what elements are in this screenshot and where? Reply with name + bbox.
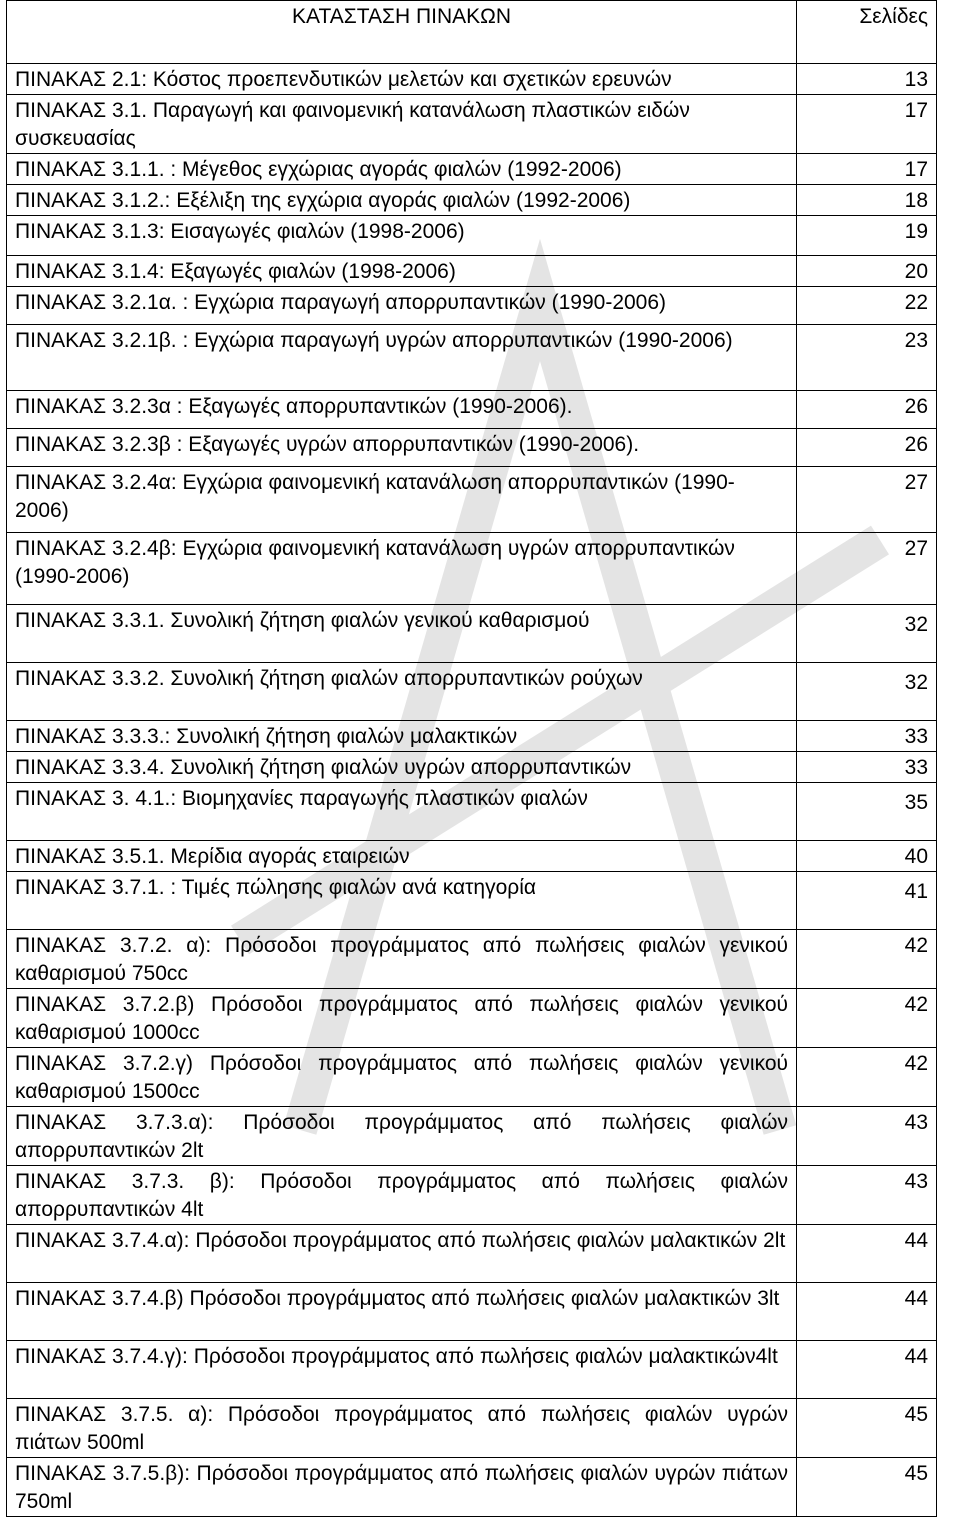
- table-row: [7, 1458, 937, 1517]
- row-label: ΠΙΝΑΚΑΣ 3.7.5.β): Πρόσοδοι προγράμματος από πωλήσεις φιαλών υγρών πιάτων 750ml: [7, 1458, 797, 1517]
- table-row: [7, 841, 937, 872]
- row-label: ΠΙΝΑΚΑΣ 3.2.1β. : Εγχώρια παραγωγή υγρών απορρυπαντικών (1990-2006): [7, 325, 797, 391]
- row-page: 40: [797, 841, 937, 872]
- row-label: ΠΙΝΑΚΑΣ 3.3.2. Συνολική ζήτηση φιαλών απορρυπαντικών ρούχων: [7, 663, 797, 721]
- table-of-tables: [6, 0, 937, 1517]
- row-page: 45: [797, 1399, 937, 1458]
- row-page: 26: [797, 391, 937, 429]
- row-label: ΠΙΝΑΚΑΣ 3.7.2. α): Πρόσοδοι προγράμματος από πωλήσεις φιαλών γενικού καθαρισμού 750cc: [7, 930, 797, 989]
- row-page: 41: [797, 872, 937, 930]
- row-label: ΠΙΝΑΚΑΣ 3.7.2.γ) Πρόσοδοι προγράμματος από πωλήσεις φιαλών γενικού καθαρισμού 1500cc: [7, 1048, 797, 1107]
- row-page: 33: [797, 721, 937, 752]
- table-row: [7, 605, 937, 663]
- row-page: 44: [797, 1341, 937, 1399]
- table-row: [7, 467, 937, 533]
- table-row: [7, 1048, 937, 1107]
- row-page: 42: [797, 989, 937, 1048]
- row-page: 17: [797, 95, 937, 154]
- row-page: 32: [797, 605, 937, 663]
- row-label: ΠΙΝΑΚΑΣ 3.3.3.: Συνολική ζήτηση φιαλών μαλακτικών: [7, 721, 797, 752]
- row-page: 22: [797, 287, 937, 325]
- row-label: ΠΙΝΑΚΑΣ 3.1. Παραγωγή και φαινομενική κατανάλωση πλαστικών ειδών συσκευασίας: [7, 95, 797, 154]
- table-row: [7, 64, 937, 95]
- table-row: [7, 1283, 937, 1341]
- table-row: [7, 256, 937, 287]
- table-row: [7, 216, 937, 256]
- row-label: ΠΙΝΑΚΑΣ 3.5.1. Μερίδια αγοράς εταιρειών: [7, 841, 797, 872]
- row-label: ΠΙΝΑΚΑΣ 3.7.3. β): Πρόσοδοι προγράμματος από πωλήσεις φιαλών απορρυπαντικών 4lt: [7, 1166, 797, 1225]
- row-page: 32: [797, 663, 937, 721]
- row-label: ΠΙΝΑΚΑΣ 3.7.4.α): Πρόσοδοι προγράμματος από πωλήσεις φιαλών μαλακτικών 2lt: [7, 1225, 797, 1283]
- table-row: [7, 783, 937, 841]
- row-page: 42: [797, 930, 937, 989]
- row-page: 23: [797, 325, 937, 391]
- row-label: ΠΙΝΑΚΑΣ 3.1.2.: Εξέλιξη της εγχώρια αγοράς φιαλών (1992-2006): [7, 185, 797, 216]
- row-page: 44: [797, 1283, 937, 1341]
- table-row: [7, 1107, 937, 1166]
- row-page: 43: [797, 1107, 937, 1166]
- row-page: 43: [797, 1166, 937, 1225]
- row-page: 13: [797, 64, 937, 95]
- row-page: 17: [797, 154, 937, 185]
- table-row: [7, 185, 937, 216]
- row-label: ΠΙΝΑΚΑΣ 3.7.2.β) Πρόσοδοι προγράμματος από πωλήσεις φιαλών γενικού καθαρισμού 1000cc: [7, 989, 797, 1048]
- table-row: [7, 533, 937, 605]
- row-label: ΠΙΝΑΚΑΣ 3.7.1. : Τιμές πώλησης φιαλών ανά κατηγορία: [7, 872, 797, 930]
- row-label: ΠΙΝΑΚΑΣ 3.7.4.β) Πρόσοδοι προγράμματος από πωλήσεις φιαλών μαλακτικών 3lt: [7, 1283, 797, 1341]
- table-row: [7, 287, 937, 325]
- table-row: [7, 930, 937, 989]
- row-page: 35: [797, 783, 937, 841]
- row-label: ΠΙΝΑΚΑΣ 3.2.3β : Εξαγωγές υγρών απορρυπαντικών (1990-2006).: [7, 429, 797, 467]
- row-page: 20: [797, 256, 937, 287]
- table-row: [7, 429, 937, 467]
- row-label: ΠΙΝΑΚΑΣ 3.2.3α : Εξαγωγές απορρυπαντικών (1990-2006).: [7, 391, 797, 429]
- table-row: [7, 1225, 937, 1283]
- row-label: ΠΙΝΑΚΑΣ 3. 4.1.: Βιομηχανίες παραγωγής πλαστικών φιαλών: [7, 783, 797, 841]
- table-row: [7, 95, 937, 154]
- row-label: ΠΙΝΑΚΑΣ 3.2.1α. : Εγχώρια παραγωγή απορρυπαντικών (1990-2006): [7, 287, 797, 325]
- table-row: [7, 1166, 937, 1225]
- table-row: [7, 663, 937, 721]
- row-label: ΠΙΝΑΚΑΣ 3.2.4β: Εγχώρια φαινομενική κατανάλωση υγρών απορρυπαντικών (1990-2006): [7, 533, 797, 605]
- row-page: 42: [797, 1048, 937, 1107]
- table-row: [7, 989, 937, 1048]
- row-page: 44: [797, 1225, 937, 1283]
- pages-column-header: Σελίδες: [797, 1, 937, 64]
- row-page: 45: [797, 1458, 937, 1517]
- row-label: ΠΙΝΑΚΑΣ 3.3.1. Συνολική ζήτηση φιαλών γενικού καθαρισμού: [7, 605, 797, 663]
- table-row: [7, 154, 937, 185]
- row-page: 19: [797, 216, 937, 256]
- row-label: ΠΙΝΑΚΑΣ 3.1.1. : Μέγεθος εγχώριας αγοράς φιαλών (1992-2006): [7, 154, 797, 185]
- table-row: [7, 752, 937, 783]
- row-page: 27: [797, 467, 937, 533]
- row-label: ΠΙΝΑΚΑΣ 3.7.5. α): Πρόσοδοι προγράμματος από πωλήσεις φιαλών υγρών πιάτων 500ml: [7, 1399, 797, 1458]
- row-page: 27: [797, 533, 937, 605]
- table-row: [7, 325, 937, 391]
- table-row: [7, 721, 937, 752]
- row-label: ΠΙΝΑΚΑΣ 3.7.4.γ): Πρόσοδοι προγράμματος από πωλήσεις φιαλών μαλακτικών4lt: [7, 1341, 797, 1399]
- row-page: 26: [797, 429, 937, 467]
- row-label: ΠΙΝΑΚΑΣ 3.7.3.α): Πρόσοδοι προγράμματος από πωλήσεις φιαλών απορρυπαντικών 2lt: [7, 1107, 797, 1166]
- row-label: ΠΙΝΑΚΑΣ 3.1.3: Εισαγωγές φιαλών (1998-2006): [7, 216, 797, 256]
- table-row: [7, 1399, 937, 1458]
- row-label: ΠΙΝΑΚΑΣ 2.1: Κόστος προεπενδυτικών μελετών και σχετικών ερευνών: [7, 64, 797, 95]
- row-label: ΠΙΝΑΚΑΣ 3.2.4α: Εγχώρια φαινομενική κατανάλωση απορρυπαντικών (1990-2006): [7, 467, 797, 533]
- table-row: [7, 1341, 937, 1399]
- row-label: ΠΙΝΑΚΑΣ 3.1.4: Εξαγωγές φιαλών (1998-2006): [7, 256, 797, 287]
- row-page: 18: [797, 185, 937, 216]
- row-label: ΠΙΝΑΚΑΣ 3.3.4. Συνολική ζήτηση φιαλών υγρών απορρυπαντικών: [7, 752, 797, 783]
- table-row: [7, 872, 937, 930]
- title-row: [7, 1, 937, 64]
- table-row: [7, 391, 937, 429]
- row-page: 33: [797, 752, 937, 783]
- page-title: ΚΑΤΑΣΤΑΣΗ ΠΙΝΑΚΩΝ: [7, 1, 797, 64]
